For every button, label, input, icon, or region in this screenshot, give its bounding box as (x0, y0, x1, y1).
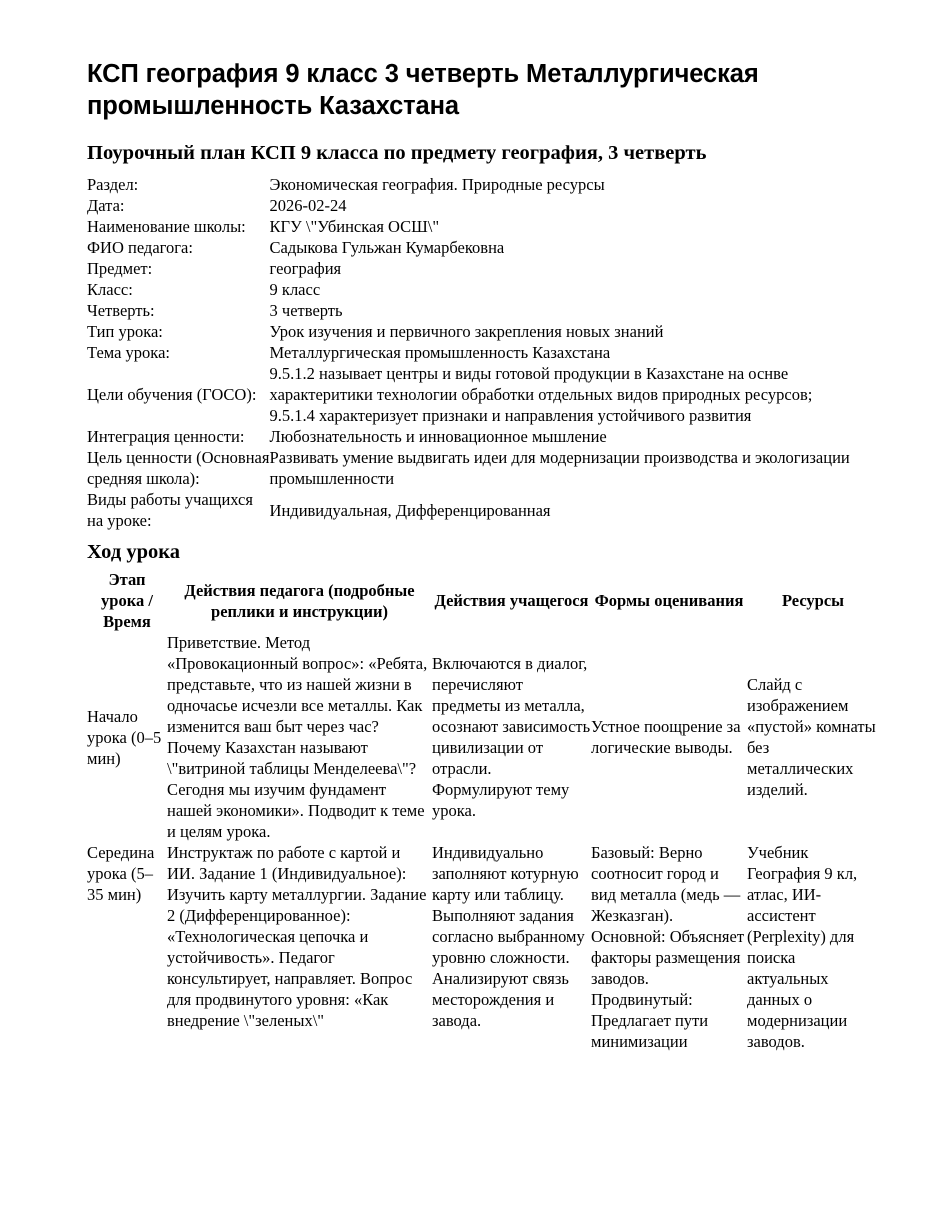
step-student-actions: Включаются в диалог, перечисляют предметы из металла, осознают зависимость цивилизации от отрасли. Формулируют тему урока. (432, 654, 591, 820)
info-label: Раздел: (87, 175, 139, 194)
info-row (87, 237, 879, 258)
info-row (87, 447, 879, 489)
info-value: Урок изучения и первичного закрепления новых знаний (269, 322, 664, 341)
step-student-actions: Индивидуально заполняют котурную карту или таблицу. Выполняют задания согласно выбранному уровню сложности. Анализируют связь месторождения и завода. (432, 843, 585, 1030)
lesson-info-table (87, 174, 879, 531)
info-row (87, 321, 879, 342)
info-row (87, 195, 879, 216)
info-value: 9.5.1.2 называет центры и виды готовой продукции в Казахстане на оснве характеритики технологии обработки отдельных видов природных ресурсов; 9.5.1.4 характеризует признаки и направления устойчивого развития (269, 364, 813, 425)
document-title: КСП география 9 класс 3 четверть Металлургическая промышленность Казахстана (87, 60, 759, 120)
header-student-actions: Действия учащегося (434, 591, 589, 610)
info-value: география (269, 259, 342, 278)
info-label: Четверть: (87, 301, 155, 320)
info-value: 3 четверть (269, 301, 343, 320)
info-label: Предмет: (87, 259, 153, 278)
info-value: Садыкова Гульжан Кумарбековна (269, 238, 505, 257)
header-stage: Этап урока / Время (101, 570, 153, 631)
info-label: Цель ценности (Основная средняя школа): (87, 448, 270, 488)
info-value: Экономическая география. Природные ресурсы (269, 175, 605, 194)
info-label: Тема урока: (87, 343, 170, 362)
step-teacher-actions: Инструктаж по работе с картой и ИИ. Задание 1 (Индивидуальное): Изучить карту металлургии. Задание 2 (Дифференцированное): «Технологическая цепочка и устойчивость». Педагог консультирует, направляет. Вопрос для продвинутого уровня: «Как внедрение \"зеленых\" (167, 843, 427, 1030)
info-value: КГУ \"Убинская ОСШ\" (269, 217, 440, 236)
lesson-plan-page (87, 58, 879, 1052)
step-assessment: Устное поощрение за логические выводы. (591, 717, 741, 757)
lesson-progress-table (87, 569, 879, 1052)
header-resources: Ресурсы (781, 591, 845, 610)
lesson-step-row-start (87, 632, 879, 842)
step-stage: Середина урока (5–35 мин) (87, 843, 155, 904)
info-row (87, 279, 879, 300)
info-row (87, 174, 879, 195)
header-assessment: Формы оценивания (594, 591, 744, 610)
info-value: 9 класс (269, 280, 321, 299)
lesson-progress-title: Ход урока (87, 541, 180, 563)
info-label: ФИО педагога: (87, 238, 193, 257)
info-label: Наименование школы: (87, 217, 246, 236)
info-label: Тип урока: (87, 322, 163, 341)
step-resources: Учебник География 9 кл, атлас, ИИ-ассистент (Perplexity) для поиска актуальных данных о модернизации заводов. (747, 843, 858, 1051)
lesson-step-row-middle (87, 842, 879, 1052)
header-teacher-actions: Действия педагога (подробные реплики и инструкции) (184, 580, 415, 621)
info-label: Интеграция ценности: (87, 427, 245, 446)
info-row (87, 426, 879, 447)
step-assessment: Базовый: Верно соотносит город и вид металла (медь — Жезказган). Основной: Объясняет факторы размещения заводов. Продвинутый: Предлагает пути минимизации (591, 843, 745, 1051)
step-stage: Начало урока (0–5 мин) (87, 706, 162, 768)
info-label: Класс: (87, 280, 133, 299)
info-row (87, 363, 879, 426)
info-row (87, 300, 879, 321)
step-teacher-actions: Приветствие. Метод «Провокационный вопрос»: «Ребята, представьте, что из нашей жизни в одночасье исчезли все металлы. Как изменится ваш быт через час? Почему Казахстан называют \"витриной таблицы Менделеева\"? Сегодня мы изучим фундамент нашей экономики». Подводит к теме и целям урока. (167, 633, 428, 841)
info-value: Индивидуальная, Дифференцированная (269, 500, 551, 520)
info-value: Развивать умение выдвигать идеи для модернизации производства и экологизации промышленности (269, 448, 850, 488)
plan-title: Поурочный план КСП 9 класса по предмету география, 3 четверть (87, 142, 707, 164)
info-label: Цели обучения (ГОСО): (87, 385, 257, 404)
info-value: Любознательность и инновационное мышление (269, 427, 607, 446)
info-row (87, 216, 879, 237)
info-label: Виды работы учащихся на уроке: (87, 490, 253, 530)
info-row (87, 258, 879, 279)
info-label: Дата: (87, 196, 125, 215)
info-value: Металлургическая промышленность Казахстана (269, 343, 611, 362)
step-resources: Слайд с изображением «пустой» комнаты без металлических изделий. (747, 675, 876, 799)
info-row (87, 489, 879, 531)
info-value: 2026-02-24 (269, 196, 347, 215)
lesson-progress-header-row (87, 569, 879, 632)
info-row (87, 342, 879, 363)
